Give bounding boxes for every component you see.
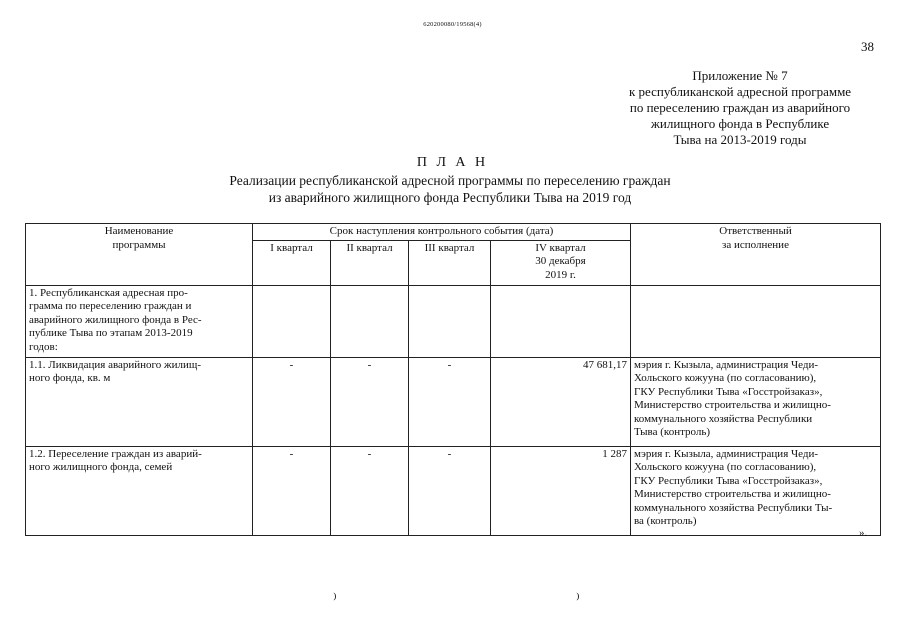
header-program-name: Наименование программы xyxy=(26,224,253,286)
row-q4: 47 681,17 xyxy=(491,357,631,446)
row-program-name: 1. Республиканская адресная про- грамма по переселению граждан и аварийного жилищного фонда в Рес- публике Тыва по этапам 2013-2019 годов: xyxy=(26,285,253,357)
row-q3 xyxy=(409,285,491,357)
barcode-text: 620200080/19568(4) xyxy=(423,21,482,28)
scan-mark: ⁾ xyxy=(576,592,580,608)
row-q1 xyxy=(253,285,331,357)
table-header-row xyxy=(26,224,881,241)
plan-table xyxy=(25,223,881,536)
closing-quote: ». xyxy=(859,527,868,539)
row-program-name: 1.1. Ликвидация аварийного жилищ- ного фонда, кв. м xyxy=(26,357,253,446)
row-program-name: 1.2. Переселение граждан из аварий- ного жилищного фонда, семей xyxy=(26,446,253,535)
row-responsible: мэрия г. Кызыла, администрация Чеди- Хольского кожууна (по согласованию), ГКУ Республики Тыва «Госстройзаказ», Министерство строительства и жилищно- коммунального хозяйства Республики Ты- ва (контроль) xyxy=(631,446,881,535)
header-q2: II квартал xyxy=(331,240,409,285)
appendix-line: по переселению граждан из аварийного xyxy=(629,100,851,115)
row-responsible: мэрия г. Кызыла, администрация Чеди- Хольского кожууна (по согласованию), ГКУ Республики Тыва «Госстройзаказ», Министерство строительства и жилищно- коммунального хозяйства Республики Тыва (контроль) xyxy=(631,357,881,446)
header-q1: I квартал xyxy=(253,240,331,285)
plan-title: П Л А Н xyxy=(416,155,489,170)
row-q2: - xyxy=(331,357,409,446)
appendix-line: к республиканской адресной программе xyxy=(628,84,852,99)
header-deadline-group: Срок наступления контрольного события (дата) xyxy=(253,224,631,241)
row-q2: - xyxy=(331,446,409,535)
plan-subtitle-line: из аварийного жилищного фонда Республики Тыва на 2019 год xyxy=(268,190,632,205)
row-q1: - xyxy=(253,446,331,535)
page-number: 38 xyxy=(861,39,874,54)
row-responsible xyxy=(631,285,881,357)
table-row xyxy=(26,357,881,446)
table-row xyxy=(26,446,881,535)
header-q4: IV квартал 30 декабря 2019 г. xyxy=(491,240,631,285)
row-q3: - xyxy=(409,446,491,535)
row-q1: - xyxy=(253,357,331,446)
appendix-line: жилищного фонда в Республике xyxy=(650,116,830,131)
appendix-line: Тыва на 2013-2019 годы xyxy=(673,132,807,147)
table-row xyxy=(26,285,881,357)
row-q2 xyxy=(331,285,409,357)
plan-subtitle xyxy=(150,172,750,206)
scan-mark: ⁾ xyxy=(333,592,337,608)
row-q3: - xyxy=(409,357,491,446)
header-q3: III квартал xyxy=(409,240,491,285)
row-q4: 1 287 xyxy=(491,446,631,535)
appendix-note xyxy=(590,68,890,148)
plan-subtitle-line: Реализации республиканской адресной программы по переселению граждан xyxy=(229,173,671,188)
row-q4 xyxy=(491,285,631,357)
header-responsible: Ответственный за исполнение xyxy=(631,224,881,286)
appendix-line: Приложение № 7 xyxy=(692,68,788,83)
